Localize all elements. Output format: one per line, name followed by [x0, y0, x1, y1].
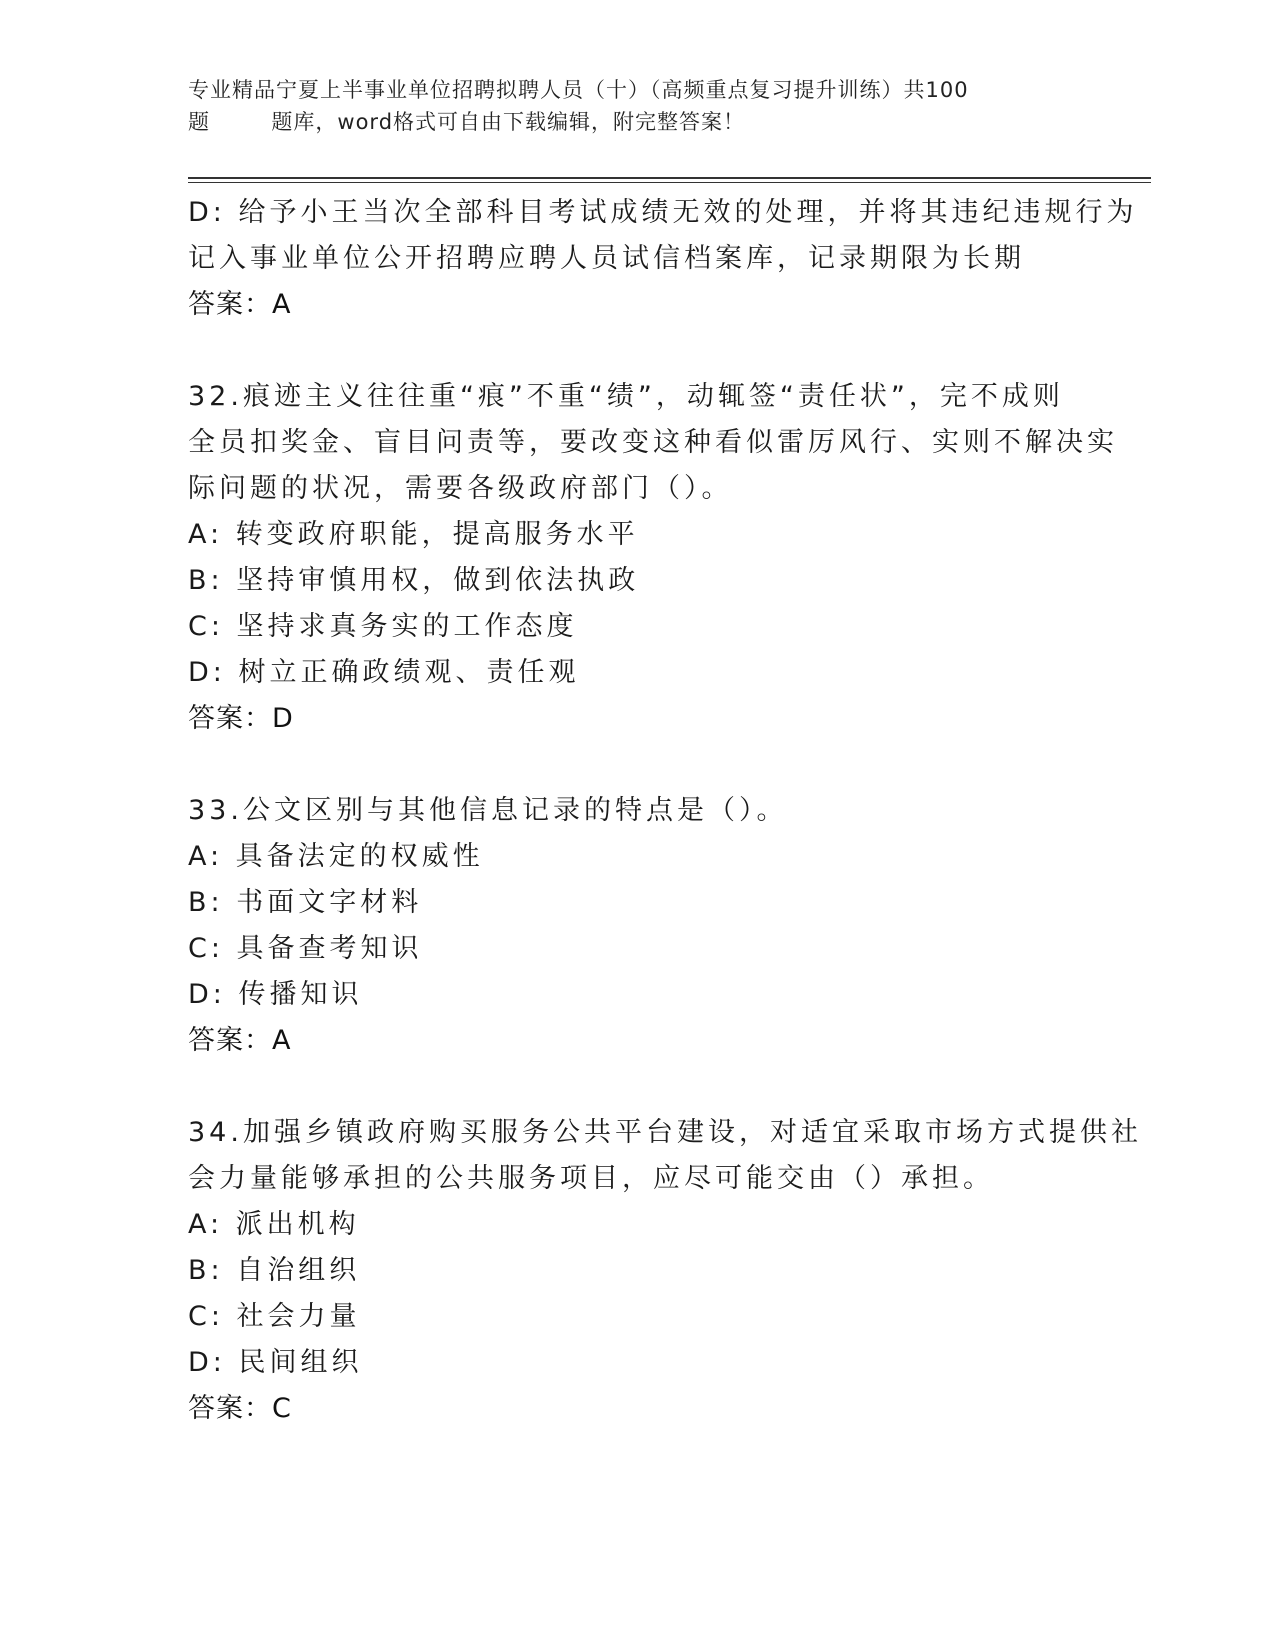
header-divider-thin: [188, 182, 1151, 183]
question-text-line: 全员扣奖金、盲目问责等，要改变这种看似雷厉风行、实则不解决实: [188, 427, 1118, 458]
question-text-line: B: 自治组织: [188, 1255, 361, 1286]
question-block: [188, 1110, 1142, 1432]
header-title-line-1: 专业精品宁夏上半事业单位招聘拟聘人员（十）（高频重点复习提升训练）共100: [188, 78, 969, 102]
question-text-line: A: 具备法定的权威性: [188, 841, 484, 872]
question-block: [188, 374, 1118, 742]
question-spacer: [188, 742, 1088, 788]
question-text-line: D: 民间组织: [188, 1347, 363, 1378]
question-text-line: D: 树立正确政绩观、责任观: [188, 657, 580, 688]
question-list: [188, 190, 1142, 1432]
question-stem-line: 33.公文区别与其他信息记录的特点是（）。: [188, 795, 788, 826]
header-divider-thick: [188, 177, 1151, 179]
question-text-line: C: 社会力量: [188, 1301, 361, 1332]
question-block: [188, 190, 1138, 328]
question-text-line: D: 给予小王当次全部科目考试成绩无效的处理，并将其违纪违规行为: [188, 197, 1138, 228]
question-spacer: [188, 328, 1088, 374]
question-text-line: D: 传播知识: [188, 979, 363, 1010]
answer-line: 答案：D: [188, 703, 294, 734]
question-spacer: [188, 1064, 1088, 1110]
question-block: [188, 788, 1088, 1064]
answer-line: 答案：A: [188, 289, 292, 320]
question-stem-line: 32.痕迹主义往往重“痕”不重“绩”，动辄签“责任状”，完不成则: [188, 381, 1064, 412]
document-header: [188, 74, 1088, 138]
question-text-line: B: 坚持审慎用权，做到依法执政: [188, 565, 640, 596]
question-text-line: A: 转变政府职能，提高服务水平: [188, 519, 639, 550]
question-text-line: C: 坚持求真务实的工作态度: [188, 611, 578, 642]
answer-line: 答案：A: [188, 1025, 292, 1056]
header-title-line-2: 题 题库，word格式可自由下载编辑，附完整答案！: [188, 110, 746, 134]
answer-line: 答案：C: [188, 1393, 292, 1424]
question-text-line: 际问题的状况，需要各级政府部门（）。: [188, 473, 733, 504]
question-text-line: 记入事业单位公开招聘应聘人员试信档案库，记录期限为长期: [188, 243, 1025, 274]
question-text-line: B: 书面文字材料: [188, 887, 423, 918]
question-text-line: 会力量能够承担的公共服务项目，应尽可能交由（）承担。: [188, 1163, 994, 1194]
question-stem-line: 34.加强乡镇政府购买服务公共平台建设，对适宜采取市场方式提供社: [188, 1117, 1142, 1148]
question-text-line: C: 具备查考知识: [188, 933, 423, 964]
question-text-line: A: 派出机构: [188, 1209, 360, 1240]
